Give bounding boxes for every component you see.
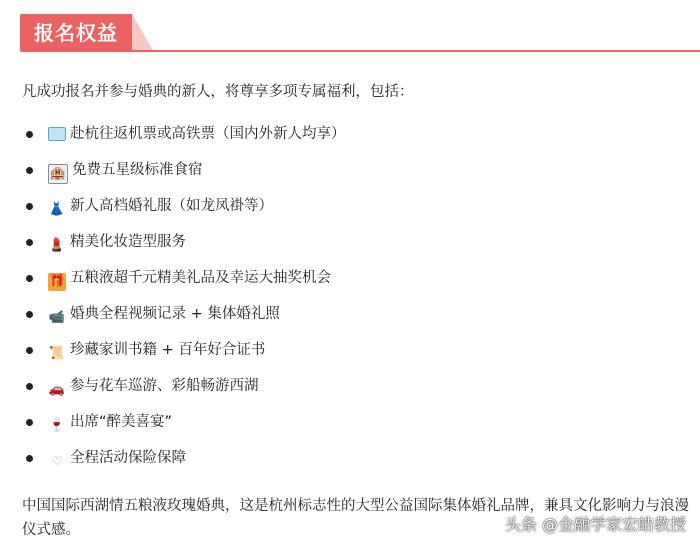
section-divider (132, 50, 700, 52)
benefit-text: 精美化妆造型服务 (70, 234, 186, 250)
section-tag-fold (132, 14, 154, 52)
hotel-icon: 🏨 (48, 164, 68, 184)
list-item (22, 368, 346, 404)
bullet-icon (26, 347, 33, 354)
list-item (22, 296, 346, 332)
dress-icon: 👗 (48, 202, 66, 217)
benefit-text: 出席“醉美喜宴” (70, 414, 173, 430)
section-header (20, 14, 700, 54)
gift-icon: 🎁 (48, 274, 66, 289)
bullet-icon (26, 455, 33, 462)
list-item (22, 260, 346, 296)
list-item (22, 188, 346, 224)
bullet-icon (26, 239, 33, 246)
bullet-icon (26, 275, 33, 282)
section-tag: 报名权益 (20, 14, 132, 52)
list-item (22, 440, 346, 476)
bullet-icon (26, 203, 33, 210)
benefit-text: 全程活动保险保障 (70, 450, 186, 466)
watermark: 头条 @金融学家宏皓教授 (504, 515, 686, 534)
video-icon: 📹 (48, 310, 66, 325)
heart-icon: ♡ (51, 454, 63, 468)
bullet-icon (26, 383, 33, 390)
list-item (22, 332, 346, 368)
makeup-icon: 💄 (48, 238, 66, 253)
intro-text: 凡成功报名并参与婚典的新人，将尊享多项专属福利，包括： (22, 84, 414, 100)
benefit-text: 新人高档婚礼服（如龙凤褂等） (70, 198, 273, 214)
benefit-text: 珍藏家训书籍 + 百年好合证书 (70, 342, 266, 358)
benefit-text: 五粮液超千元精美礼品及幸运大抽奖机会 (70, 270, 331, 286)
list-item (22, 224, 346, 260)
ticket-icon (48, 127, 66, 141)
outro-text: 中国国际西湖情五粮液玫瑰婚典，这是杭州标志性的大型公益国际集体婚礼品牌，兼具文化影响力与浪漫仪式感。 (22, 498, 689, 538)
list-item (22, 116, 346, 152)
bullet-icon (26, 131, 33, 138)
list-item (22, 404, 346, 440)
bullet-icon (26, 419, 33, 426)
bullet-icon (26, 311, 33, 318)
scroll-icon: 📜 (48, 346, 66, 361)
benefit-text: 婚典全程视频记录 + 集体婚礼照 (70, 306, 280, 322)
list-item (22, 152, 346, 188)
benefit-text: 免费五星级标准食宿 (72, 162, 203, 178)
wine-glass-icon: 🍷 (48, 418, 66, 433)
bullet-icon (26, 167, 33, 174)
car-icon: 🚗 (48, 382, 66, 397)
benefits-list (22, 116, 346, 476)
benefit-text: 赴杭往返机票或高铁票（国内外新人均享） (70, 126, 346, 142)
benefit-text: 参与花车巡游、彩船畅游西湖 (70, 378, 259, 394)
